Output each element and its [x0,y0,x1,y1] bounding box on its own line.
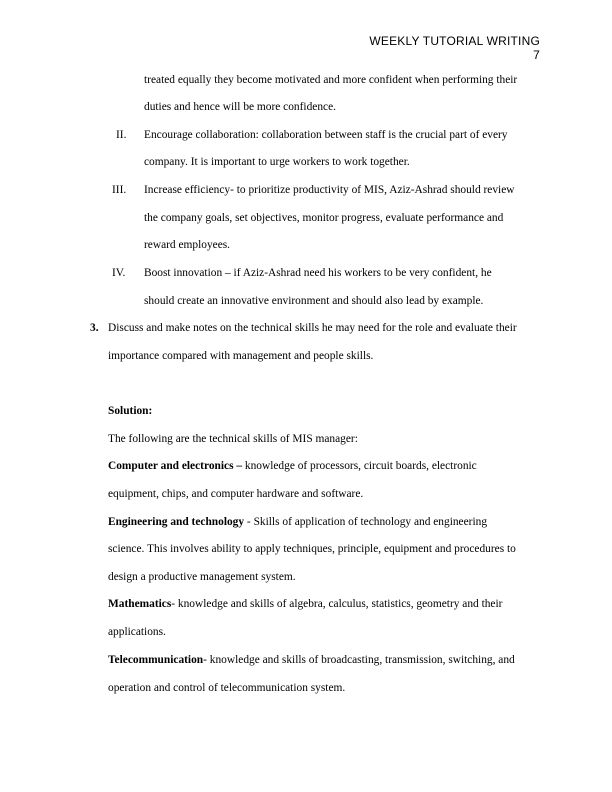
list-item-line: Encourage collaboration: collaboration between staff is the crucial part of every [144,129,508,141]
solution-intro: The following are the technical skills of MIS manager: [108,433,358,445]
list-numeral: III. [112,184,127,196]
skill-entry [108,460,477,472]
continuation-line: duties and hence will be more confidence. [144,101,336,113]
skill-description: applications. [108,626,166,638]
skill-description: - knowledge and skills of algebra, calculus, statistics, geometry and their [171,598,503,610]
question-line: importance compared with management and people skills. [108,350,374,362]
skill-description: equipment, chips, and computer hardware and software. [108,488,364,500]
question-number: 3. [90,322,99,334]
list-item-line: Increase efficiency- to prioritize productivity of MIS, Aziz-Ashrad should review [144,184,515,196]
skill-entry [108,598,502,610]
skill-description: science. This involves ability to apply techniques, principle, equipment and procedures to [108,543,516,555]
running-title: WEEKLY TUTORIAL WRITING [369,34,540,48]
list-item-line: reward employees. [144,239,231,251]
list-numeral: II. [116,129,127,141]
list-item-line: should create an innovative environment and should also lead by example. [144,295,484,307]
skill-term: Engineering and technology [108,516,245,528]
skill-entry [108,516,487,528]
list-item-line: Boost innovation – if Aziz-Ashrad need his workers to be very confident, he [144,267,492,279]
skill-term: Telecommunication [108,654,204,666]
skill-description: knowledge of processors, circuit boards, electronic [242,460,477,472]
skill-term: Mathematics [108,598,172,610]
skill-description: design a productive management system. [108,571,296,583]
solution-heading: Solution: [108,405,153,417]
continuation-line: treated equally they become motivated and more confident when performing their [144,74,518,86]
skill-description: - knowledge and skills of broadcasting, transmission, switching, and [203,654,515,666]
skill-description: - Skills of application of technology and engineering [244,516,488,528]
skill-description: operation and control of telecommunication system. [108,682,346,694]
list-numeral: IV. [112,267,126,279]
page-number: 7 [533,48,540,62]
list-item-line: company. It is important to urge workers to work together. [144,156,410,168]
page-header [369,34,540,62]
list-item-line: the company goals, set objectives, monitor progress, evaluate performance and [144,212,504,224]
skill-entry [108,654,515,666]
question-line: Discuss and make notes on the technical skills he may need for the role and evaluate their [108,322,517,334]
skill-term: Computer and electronics – [108,460,243,472]
